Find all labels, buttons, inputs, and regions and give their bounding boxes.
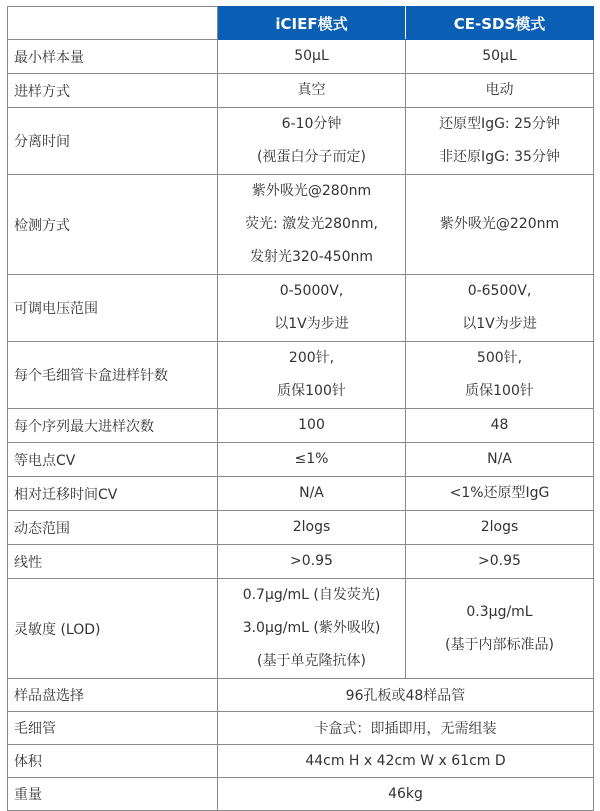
row-label: 进样方式 xyxy=(8,74,218,108)
table-row xyxy=(8,40,594,74)
icief-value xyxy=(218,175,406,275)
row-label: 样品盘选择 xyxy=(8,679,218,712)
cell-line: 50μL xyxy=(294,48,329,64)
row-label: 重量 xyxy=(8,778,218,811)
icief-value xyxy=(218,108,406,175)
cell-line: 紫外吸光@220nm xyxy=(439,216,560,232)
header-cesds: CE-SDS模式 xyxy=(406,7,594,40)
cell-line: 500针, xyxy=(476,350,523,366)
merged-value: 46kg xyxy=(218,778,594,811)
row-label: 最小样本量 xyxy=(8,40,218,74)
table-row xyxy=(8,175,594,275)
cell-line: 荧光: 激发光280nm, xyxy=(245,216,378,232)
row-label: 可调电压范围 xyxy=(8,275,218,342)
cell-line: (视蛋白分子而定) xyxy=(257,149,366,165)
table-body xyxy=(8,40,594,811)
table-row xyxy=(8,74,594,108)
icief-value xyxy=(218,545,406,579)
cell-line: 48 xyxy=(490,417,509,433)
icief-value xyxy=(218,511,406,545)
spec-table-container xyxy=(7,6,594,811)
table-row xyxy=(8,579,594,679)
cell-line: 紫外吸光@280nm xyxy=(251,183,372,199)
row-label: 毛细管 xyxy=(8,712,218,745)
icief-value xyxy=(218,443,406,477)
header-icief: iCIEF模式 xyxy=(218,7,406,40)
row-label: 每个毛细管卡盒进样针数 xyxy=(8,342,218,409)
cell-line: 3.0μg/mL (紫外吸收) xyxy=(242,620,381,636)
cell-line: <1%还原型IgG xyxy=(449,485,550,501)
row-label: 每个序列最大进样次数 xyxy=(8,409,218,443)
icief-value xyxy=(218,275,406,342)
table-header-row xyxy=(8,7,594,40)
row-label: 线性 xyxy=(8,545,218,579)
cesds-value xyxy=(406,74,594,108)
cell-line: 发射光320-450nm xyxy=(249,249,373,265)
table-row xyxy=(8,342,594,409)
cesds-value xyxy=(406,511,594,545)
row-label: 检测方式 xyxy=(8,175,218,275)
merged-value: 44cm H x 42cm W x 61cm D xyxy=(218,745,594,778)
table-row xyxy=(8,108,594,175)
cell-line: >0.95 xyxy=(290,553,333,569)
table-row xyxy=(8,409,594,443)
row-label: 相对迁移时间CV xyxy=(8,477,218,511)
row-label: 等电点CV xyxy=(8,443,218,477)
cell-line: 0.7μg/mL (自发荧光) xyxy=(242,587,381,603)
cesds-value xyxy=(406,443,594,477)
icief-value xyxy=(218,74,406,108)
table-row xyxy=(8,275,594,342)
cell-line: 2logs xyxy=(292,519,331,535)
row-label: 动态范围 xyxy=(8,511,218,545)
icief-value xyxy=(218,477,406,511)
cell-line: 2logs xyxy=(480,519,519,535)
cell-line: (基于内部标准品) xyxy=(445,636,554,653)
table-row xyxy=(8,511,594,545)
cell-line: 真空 xyxy=(297,82,326,98)
cell-line: 0-6500V, xyxy=(467,283,532,299)
cesds-value xyxy=(406,545,594,579)
cell-line: N/A xyxy=(487,451,512,467)
cell-line: 200针, xyxy=(288,350,335,366)
table-row xyxy=(8,545,594,579)
cesds-value xyxy=(406,579,594,679)
cell-line: 0-5000V, xyxy=(279,283,344,299)
cesds-value xyxy=(406,40,594,74)
cell-line: (基于单克隆抗体) xyxy=(257,653,366,669)
row-label: 体积 xyxy=(8,745,218,778)
cell-line: N/A xyxy=(299,485,324,501)
icief-value xyxy=(218,409,406,443)
row-label: 灵敏度 (LOD) xyxy=(8,579,218,679)
cell-line: 非还原IgG: 35分钟 xyxy=(439,149,560,165)
table-row xyxy=(8,443,594,477)
cesds-value xyxy=(406,342,594,409)
cell-line: 50μL xyxy=(482,48,517,64)
cesds-value xyxy=(406,175,594,275)
header-blank-cell xyxy=(8,7,218,40)
cell-line: 100 xyxy=(298,417,325,433)
table-row xyxy=(8,477,594,511)
cesds-value xyxy=(406,275,594,342)
cell-line: 以1V为步进 xyxy=(274,316,349,332)
cell-line: 还原型IgG: 25分钟 xyxy=(439,116,560,132)
cell-line: 电动 xyxy=(485,82,514,98)
spec-table xyxy=(7,6,594,811)
row-label: 分离时间 xyxy=(8,108,218,175)
table-row xyxy=(8,778,594,811)
cell-line: 质保100针 xyxy=(465,383,534,399)
cesds-value xyxy=(406,108,594,175)
cesds-value xyxy=(406,409,594,443)
table-row xyxy=(8,745,594,778)
table-row xyxy=(8,679,594,712)
cell-line: 质保100针 xyxy=(277,383,346,399)
cell-line: 6-10分钟 xyxy=(281,116,342,132)
cell-line: 0.3μg/mL xyxy=(466,603,533,620)
cell-line: 以1V为步进 xyxy=(462,316,537,332)
icief-value xyxy=(218,579,406,679)
merged-value: 卡盒式：即插即用，无需组装 xyxy=(218,712,594,745)
table-row xyxy=(8,712,594,745)
cell-line: >0.95 xyxy=(478,553,521,569)
icief-value xyxy=(218,342,406,409)
cesds-value xyxy=(406,477,594,511)
cell-line: ≤1% xyxy=(294,451,329,467)
merged-value: 96孔板或48样品管 xyxy=(218,679,594,712)
icief-value xyxy=(218,40,406,74)
